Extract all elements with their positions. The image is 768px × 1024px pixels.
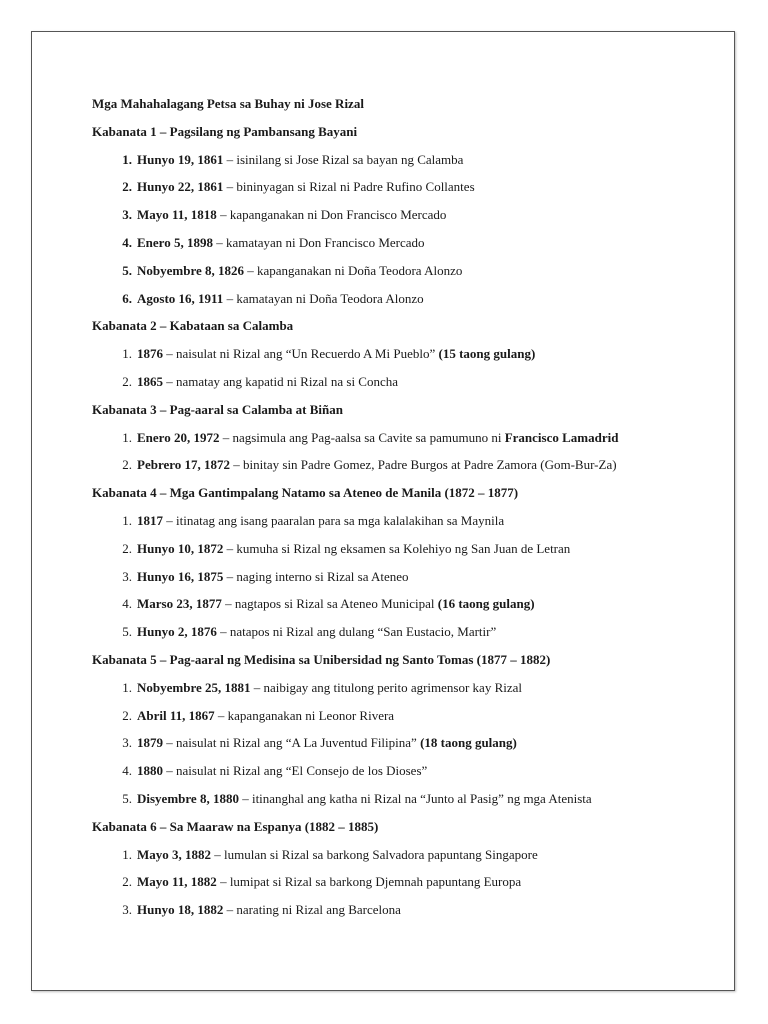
list-item xyxy=(92,231,732,259)
list-number: 3. xyxy=(122,568,132,584)
chapter-heading: Kabanata 4 – Mga Gantimpalang Natamo sa Ateneo de Manila (1872 – 1877) xyxy=(92,485,519,501)
chapter-heading: Kabanata 1 – Pagsilang ng Pambansang Bayani xyxy=(92,123,358,139)
list-number: 2. xyxy=(122,707,132,723)
list-number: 2. xyxy=(122,457,132,473)
event-description: – kamatayan ni Don Francisco Mercado xyxy=(212,234,425,250)
event-note: (15 taong gulang) xyxy=(435,346,536,362)
event-description: – lumulan si Rizal sa barkong Salvadora papuntang Singapore xyxy=(211,846,538,862)
event-description: – naging interno si Rizal sa Ateneo xyxy=(223,568,409,584)
list-number: 1. xyxy=(122,151,132,167)
event-description: – natapos ni Rizal ang dulang “San Eustacio, Martir” xyxy=(216,624,497,640)
event-description: – namatay ang kapatid ni Rizal na si Concha xyxy=(163,373,399,389)
list-item xyxy=(92,148,732,176)
event-description: – naisulat ni Rizal ang “A La Juventud Filipina” xyxy=(163,735,417,751)
event-description: – itinatag ang isang paaralan para sa mga kalalakihan sa Maynila xyxy=(163,512,505,528)
list-item xyxy=(92,453,732,481)
list-number: 1. xyxy=(122,679,132,695)
list-item xyxy=(92,370,732,398)
event-description: – lumipat si Rizal sa barkong Djemnah papuntang Europa xyxy=(216,874,522,890)
list-number: 4. xyxy=(122,763,132,779)
event-date: Hunyo 18, 1882 xyxy=(137,902,224,918)
chapter-heading: Kabanata 5 – Pag-aaral ng Medisina sa Unibersidad ng Santo Tomas (1877 – 1882) xyxy=(92,651,551,667)
event-date: Mayo 11, 1882 xyxy=(137,874,217,890)
event-date: Disyembre 8, 1880 xyxy=(137,790,239,806)
list-number: 2. xyxy=(122,874,132,890)
event-description: – naibigay ang titulong perito agrimensor kay Rizal xyxy=(250,679,523,695)
list-number: 2. xyxy=(122,373,132,389)
list-item xyxy=(92,592,732,620)
list-number: 2. xyxy=(122,540,132,556)
event-date: Pebrero 17, 1872 xyxy=(137,457,231,473)
event-date: Mayo 11, 1818 xyxy=(137,207,217,223)
event-note: Francisco Lamadrid xyxy=(504,429,619,445)
chapter-heading: Kabanata 6 – Sa Maaraw na Espanya (1882 – 1885) xyxy=(92,818,379,834)
list-item xyxy=(92,565,732,593)
event-date: Hunyo 10, 1872 xyxy=(137,540,224,556)
event-description: – kumuha si Rizal ng eksamen sa Kolehiyo ng San Juan de Letran xyxy=(223,540,571,556)
event-description: – bininyagan si Rizal ni Padre Rufino Collantes xyxy=(223,179,475,195)
list-number: 4. xyxy=(122,234,132,250)
list-item xyxy=(92,731,732,759)
list-item xyxy=(92,175,732,203)
event-date: Nobyembre 25, 1881 xyxy=(137,679,251,695)
event-date: Hunyo 16, 1875 xyxy=(137,568,224,584)
event-description: – itinanghal ang katha ni Rizal na “Junto al Pasig” ng mga Atenista xyxy=(238,790,592,806)
document-title: Mga Mahahalagang Petsa sa Buhay ni Jose Rizal xyxy=(92,96,364,111)
event-description: – kapanganakan ni Leonor Rivera xyxy=(214,707,395,723)
event-date: 1817 xyxy=(137,512,163,528)
list-item xyxy=(92,676,732,704)
list-item xyxy=(92,537,732,565)
event-description: – narating ni Rizal ang Barcelona xyxy=(223,902,401,918)
list-item xyxy=(92,870,732,898)
list-item xyxy=(92,203,732,231)
event-date: Hunyo 2, 1876 xyxy=(137,624,217,640)
list-item xyxy=(92,759,732,787)
event-description: – nagsimula ang Pag-aalsa sa Cavite sa pamumuno ni xyxy=(219,429,505,445)
event-description: – isinilang si Jose Rizal sa bayan ng Calamba xyxy=(223,151,464,167)
list-number: 2. xyxy=(122,179,132,195)
event-note: (18 taong gulang) xyxy=(416,735,517,751)
event-description: – naisulat ni Rizal ang “El Consejo de los Dioses” xyxy=(163,763,428,779)
list-number: 4. xyxy=(122,596,132,612)
chapter-heading: Kabanata 2 – Kabataan sa Calamba xyxy=(92,318,294,334)
event-date: 1865 xyxy=(137,373,163,389)
event-date: Hunyo 19, 1861 xyxy=(137,151,224,167)
event-date: Marso 23, 1877 xyxy=(137,596,222,612)
list-number: 1. xyxy=(122,512,132,528)
event-date: 1880 xyxy=(137,763,163,779)
list-number: 3. xyxy=(122,207,132,223)
chapter-heading: Kabanata 3 – Pag-aaral sa Calamba at Biñan xyxy=(92,401,343,417)
list-item xyxy=(92,620,732,648)
list-number: 1. xyxy=(122,846,132,862)
event-date: Enero 5, 1898 xyxy=(137,234,213,250)
event-description: – kapanganakan ni Don Francisco Mercado xyxy=(216,207,447,223)
list-number: 5. xyxy=(122,790,132,806)
event-description: – kamatayan ni Doña Teodora Alonzo xyxy=(223,290,424,306)
event-date: 1879 xyxy=(137,735,163,751)
list-item xyxy=(92,898,732,926)
event-date: Nobyembre 8, 1826 xyxy=(137,262,245,278)
event-date: Hunyo 22, 1861 xyxy=(137,179,224,195)
list-item xyxy=(92,704,732,732)
list-number: 1. xyxy=(122,346,132,362)
chapter-list xyxy=(92,120,732,926)
event-description: – kapanganakan ni Doña Teodora Alonzo xyxy=(244,262,463,278)
list-item xyxy=(92,259,732,287)
event-description: – binitay sin Padre Gomez, Padre Burgos at Padre Zamora (Gom-Bur-Za) xyxy=(230,457,617,473)
event-date: Enero 20, 1972 xyxy=(137,429,220,445)
list-item xyxy=(92,342,732,370)
event-note: (16 taong gulang) xyxy=(434,596,535,612)
event-date: Agosto 16, 1911 xyxy=(137,290,224,306)
list-item xyxy=(92,426,732,454)
document-body xyxy=(92,92,732,926)
list-item xyxy=(92,509,732,537)
list-item xyxy=(92,287,732,315)
list-number: 5. xyxy=(122,624,132,640)
list-number: 5. xyxy=(122,262,132,278)
event-date: Abril 11, 1867 xyxy=(137,707,215,723)
event-date: Mayo 3, 1882 xyxy=(137,846,212,862)
list-item xyxy=(92,787,732,815)
list-number: 3. xyxy=(122,902,132,918)
list-number: 1. xyxy=(122,429,132,445)
list-number: 3. xyxy=(122,735,132,751)
event-description: – naisulat ni Rizal ang “Un Recuerdo A Mi Pueblo” xyxy=(163,346,436,362)
event-description: – nagtapos si Rizal sa Ateneo Municipal xyxy=(221,596,435,612)
event-date: 1876 xyxy=(137,346,163,362)
list-number: 6. xyxy=(122,290,132,306)
list-item xyxy=(92,843,732,871)
